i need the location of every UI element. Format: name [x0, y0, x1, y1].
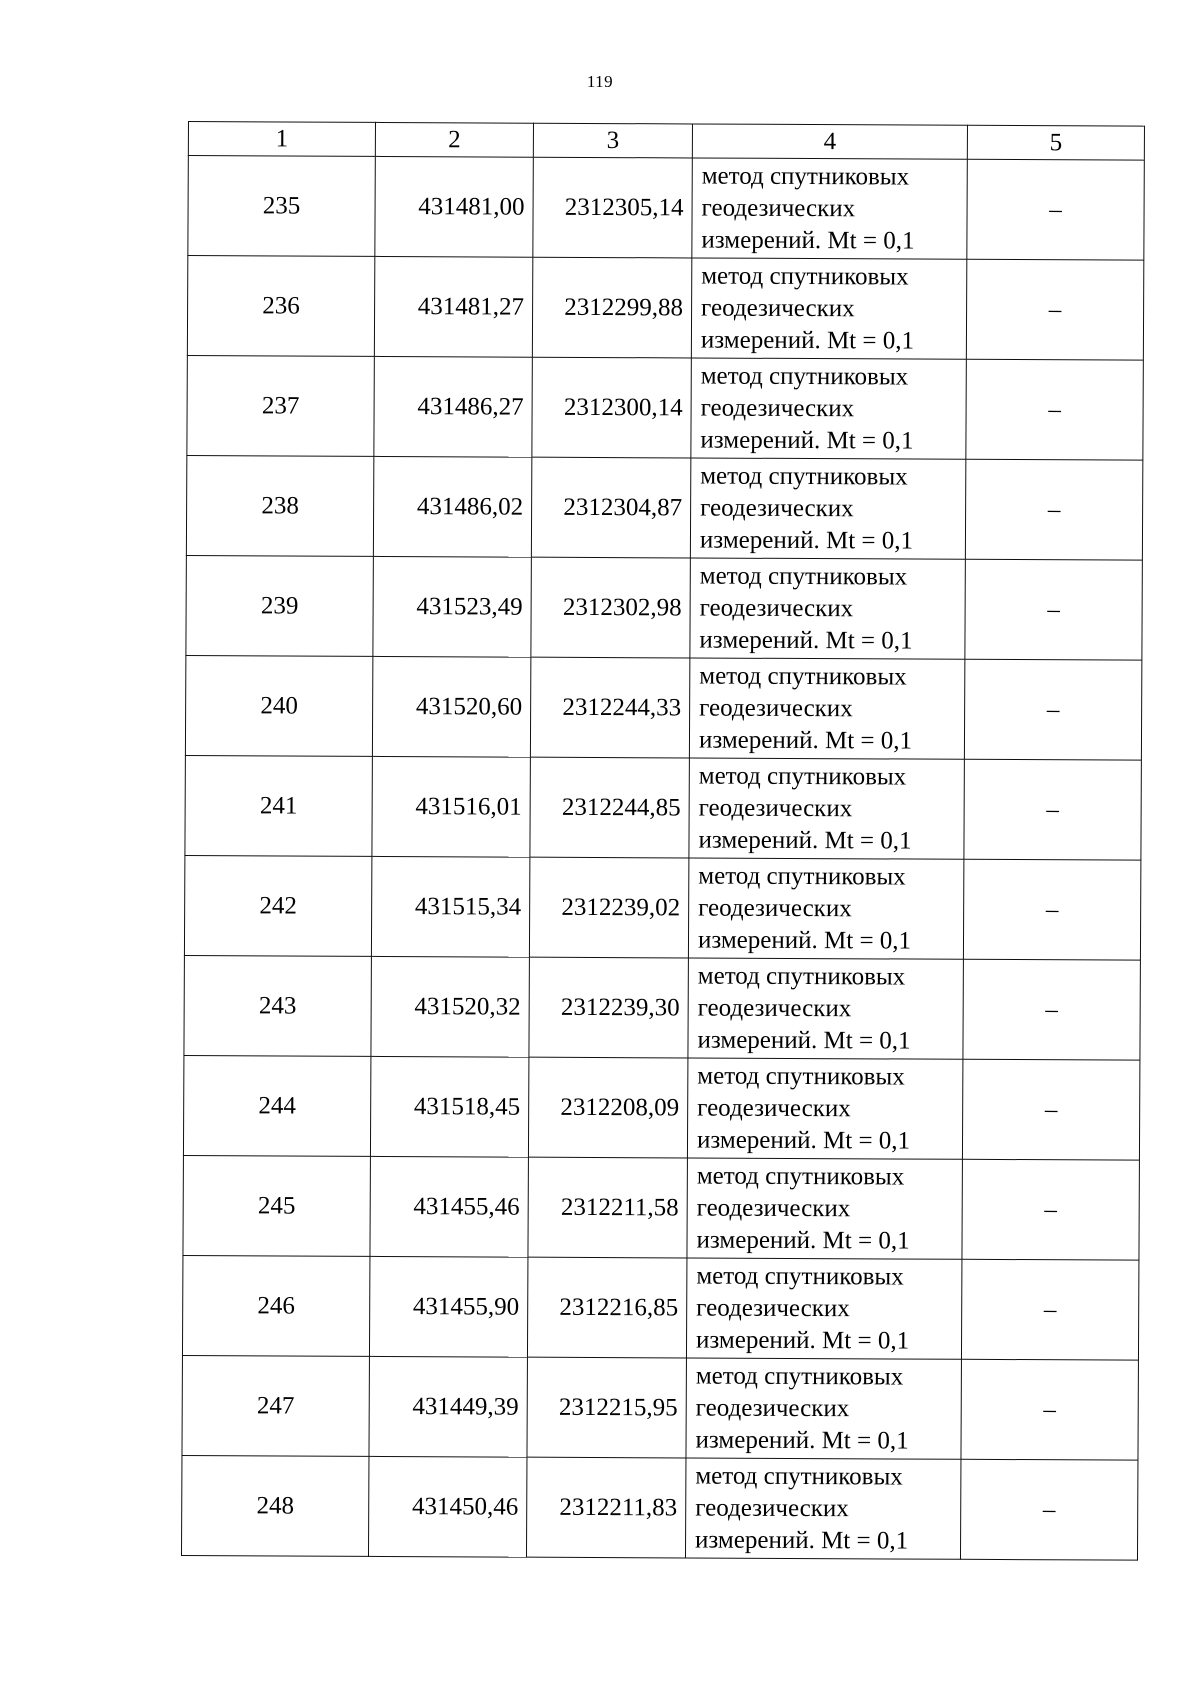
column-header-5: 5: [967, 125, 1144, 160]
method-text-line: измерений. Mt = 0,1: [695, 1425, 909, 1455]
y-coordinate-cell: 2312211,58: [528, 1157, 687, 1258]
point-number-cell: 246: [182, 1255, 369, 1356]
point-number-cell: 245: [183, 1155, 370, 1256]
y-coordinate-cell: 2312244,33: [530, 657, 689, 758]
y-coordinate-cell: 2312215,95: [527, 1357, 686, 1458]
method-cell: [689, 658, 964, 759]
method-cell: [685, 1458, 960, 1559]
table-body: [181, 156, 1144, 1561]
point-number-cell: 241: [185, 755, 372, 856]
method-text-line: измерений. Mt = 0,1: [699, 526, 914, 555]
column-5-cell: –: [962, 1059, 1139, 1160]
page-number: 119: [586, 72, 614, 91]
method-text-line: геодезических: [697, 994, 852, 1022]
column-5-cell: –: [963, 859, 1140, 960]
method-text-line: измерений. Mt = 0,1: [699, 626, 913, 655]
table-row: [185, 755, 1141, 860]
column-5-cell: –: [962, 1159, 1139, 1260]
method-text-line: геодезических: [697, 1094, 851, 1122]
column-5-cell: –: [960, 1459, 1137, 1560]
method-cell: [686, 1358, 961, 1459]
y-coordinate-cell: 2312300,14: [532, 357, 691, 458]
method-cell: [691, 358, 966, 459]
method-text-line: геодезических: [699, 694, 853, 722]
column-5-cell: –: [966, 259, 1143, 360]
y-coordinate-cell: 2312244,85: [530, 757, 689, 858]
method-cell: [690, 458, 965, 559]
y-coordinate-cell: 2312302,98: [531, 557, 690, 658]
table-row: [184, 955, 1140, 1060]
method-text-line: метод спутниковых: [699, 662, 907, 691]
column-5-cell: –: [965, 459, 1142, 560]
method-cell: [690, 558, 965, 659]
method-text-line: метод спутниковых: [695, 1461, 903, 1491]
column-header-4: 4: [692, 124, 967, 159]
table-row: [184, 855, 1140, 960]
x-coordinate-cell: 431481,00: [375, 156, 533, 257]
method-text-line: метод спутниковых: [701, 162, 910, 191]
y-coordinate-cell: 2312216,85: [527, 1257, 686, 1358]
y-coordinate-cell: 2312239,02: [529, 857, 688, 958]
coordinates-table: [181, 121, 1145, 1561]
column-5-cell: –: [964, 759, 1141, 860]
method-cell: [687, 1158, 962, 1259]
x-coordinate-cell: 431520,60: [372, 656, 530, 757]
table-row: [183, 1155, 1139, 1260]
method-cell: [688, 958, 963, 1059]
point-number-cell: 235: [188, 156, 375, 257]
method-text-line: измерений. Mt = 0,1: [698, 826, 912, 855]
method-cell: [688, 858, 963, 959]
point-number-cell: 236: [187, 256, 374, 357]
x-coordinate-cell: 431515,34: [371, 856, 529, 957]
column-5-cell: –: [965, 559, 1142, 660]
method-text-line: измерений. Mt = 0,1: [700, 426, 914, 455]
x-coordinate-cell: 431455,90: [369, 1256, 527, 1357]
x-coordinate-cell: 431486,02: [373, 456, 531, 557]
method-text-line: метод спутниковых: [698, 762, 907, 791]
method-text-line: метод спутниковых: [697, 962, 906, 991]
column-5-cell: –: [961, 1359, 1138, 1460]
method-text-line: метод спутниковых: [701, 262, 909, 291]
method-text-line: геодезических: [700, 394, 855, 422]
table-row: [187, 256, 1143, 361]
table-row: [181, 1455, 1137, 1560]
point-number-cell: 248: [181, 1455, 368, 1556]
method-text-line: метод спутниковых: [696, 1261, 904, 1291]
table-row: [186, 455, 1142, 560]
method-text-line: измерений. Mt = 0,1: [700, 326, 915, 355]
method-text-line: измерений. Mt = 0,1: [697, 1026, 911, 1055]
method-text-line: измерений. Mt = 0,1: [698, 726, 913, 755]
table-row: [182, 1255, 1138, 1360]
y-coordinate-cell: 2312208,09: [528, 1057, 687, 1158]
method-text-line: геодезических: [701, 194, 856, 222]
method-text-line: измерений. Mt = 0,1: [695, 1525, 909, 1555]
column-header-3: 3: [533, 123, 692, 158]
y-coordinate-cell: 2312304,87: [531, 457, 690, 558]
y-coordinate-cell: 2312299,88: [532, 257, 691, 358]
table-row: [188, 156, 1144, 261]
method-text-line: измерений. Mt = 0,1: [701, 226, 915, 255]
method-text-line: геодезических: [698, 894, 852, 922]
x-coordinate-cell: 431481,27: [374, 256, 532, 357]
x-coordinate-cell: 431518,45: [370, 1056, 528, 1157]
method-text-line: измерений. Mt = 0,1: [695, 1325, 910, 1355]
point-number-cell: 239: [186, 555, 373, 656]
x-coordinate-cell: 431516,01: [372, 756, 530, 857]
method-text-line: метод спутниковых: [697, 1062, 905, 1091]
column-header-2: 2: [375, 122, 533, 157]
column-5-cell: –: [967, 159, 1144, 260]
point-number-cell: 247: [182, 1355, 369, 1456]
method-text-line: измерений. Mt = 0,1: [697, 926, 912, 955]
method-text-line: метод спутниковых: [700, 462, 908, 491]
point-number-cell: 243: [184, 955, 371, 1056]
table-row: [187, 355, 1143, 460]
table-row: [183, 1055, 1139, 1160]
column-5-cell: –: [963, 959, 1140, 1060]
x-coordinate-cell: 431455,46: [370, 1156, 528, 1257]
x-coordinate-cell: 431450,46: [368, 1456, 526, 1557]
method-text-line: геодезических: [700, 494, 854, 522]
point-number-cell: 238: [186, 455, 373, 556]
x-coordinate-cell: 431486,27: [374, 356, 532, 457]
point-number-cell: 242: [184, 855, 371, 956]
method-cell: [687, 1058, 962, 1159]
header-row: [188, 122, 1144, 161]
method-text-line: геодезических: [699, 594, 854, 622]
method-text-line: геодезических: [696, 1293, 850, 1322]
method-text-line: метод спутниковых: [696, 1161, 905, 1191]
point-number-cell: 240: [185, 655, 372, 756]
x-coordinate-cell: 431523,49: [373, 556, 531, 657]
column-5-cell: –: [964, 659, 1141, 760]
method-text-line: геодезических: [701, 294, 855, 322]
method-cell: [692, 158, 967, 259]
y-coordinate-cell: 2312211,83: [526, 1457, 685, 1558]
method-cell: [689, 758, 964, 859]
method-text-line: геодезических: [695, 1393, 850, 1422]
method-cell: [686, 1258, 961, 1359]
method-text-line: метод спутниковых: [700, 362, 909, 391]
point-number-cell: 237: [187, 355, 374, 456]
method-text-line: геодезических: [696, 1193, 851, 1222]
method-text-line: измерений. Mt = 0,1: [696, 1125, 911, 1155]
table-row: [182, 1355, 1138, 1460]
point-number-cell: 244: [183, 1055, 370, 1156]
method-cell: [691, 258, 966, 359]
column-5-cell: –: [961, 1259, 1138, 1360]
column-header-1: 1: [188, 122, 375, 157]
column-5-cell: –: [966, 359, 1143, 460]
table-row: [186, 555, 1142, 660]
y-coordinate-cell: 2312305,14: [533, 157, 692, 258]
method-text-line: метод спутниковых: [699, 562, 908, 591]
method-text-line: геодезических: [695, 1493, 849, 1522]
table-row: [185, 655, 1141, 760]
method-text-line: измерений. Mt = 0,1: [696, 1225, 910, 1255]
x-coordinate-cell: 431449,39: [369, 1356, 527, 1457]
method-text-line: метод спутниковых: [695, 1361, 904, 1391]
method-text-line: геодезических: [698, 794, 853, 822]
method-text-line: метод спутниковых: [698, 862, 906, 891]
x-coordinate-cell: 431520,32: [371, 956, 529, 1057]
y-coordinate-cell: 2312239,30: [529, 957, 688, 1058]
